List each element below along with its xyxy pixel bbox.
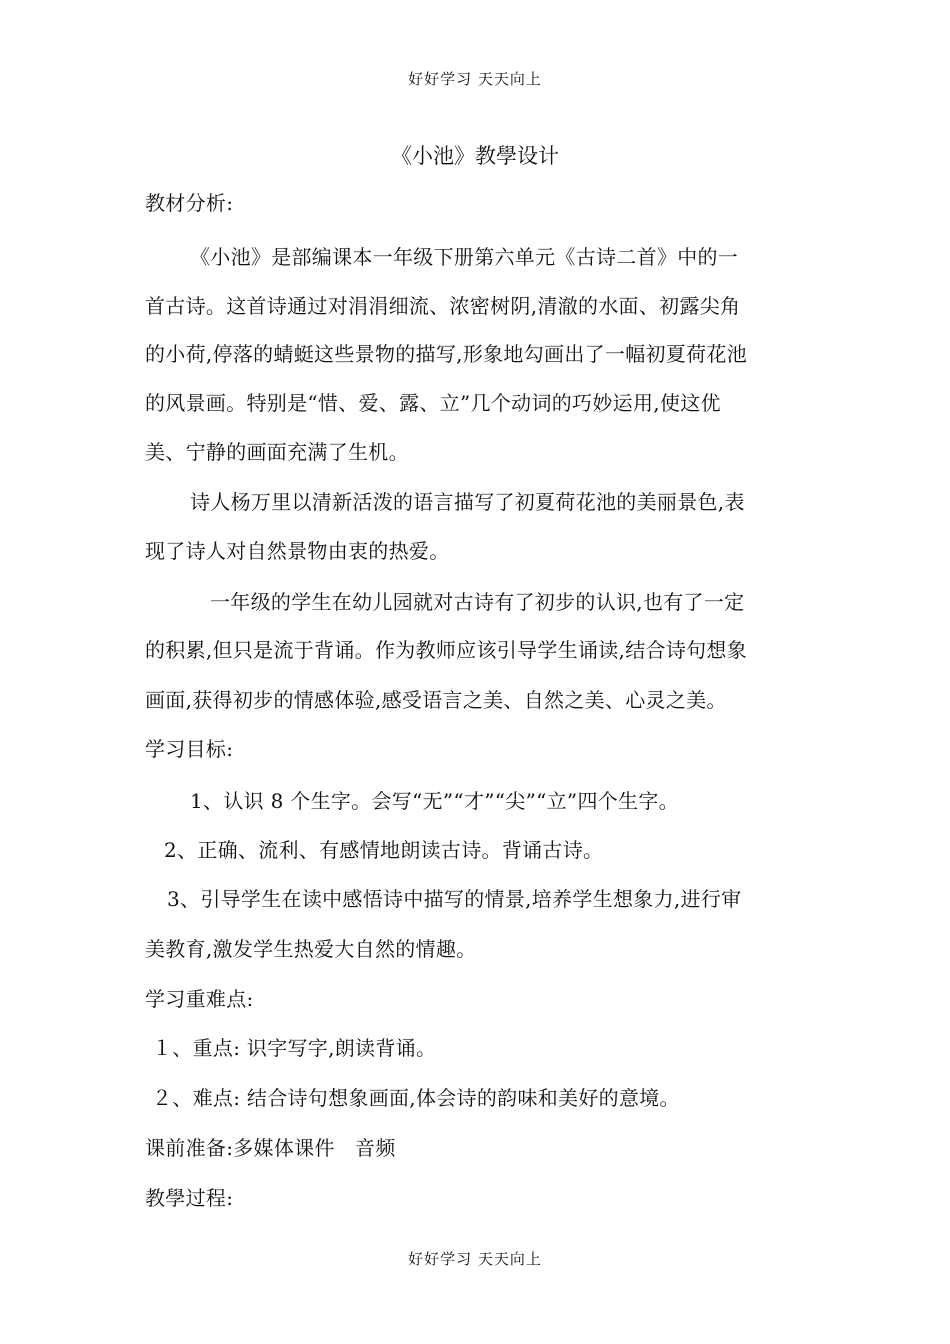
key-point-2: ２、难点: 结合诗句想象画面,体会诗的韵味和美好的意境。 xyxy=(152,1086,680,1110)
section-heading-process: 教學过程: xyxy=(145,1186,234,1210)
paragraph-line: 美教育,激发学生热爱大自然的情趣。 xyxy=(145,937,477,961)
goal-item-2: 2、正确、流利、有感情地朗读古诗。背诵古诗。 xyxy=(164,838,604,862)
section-heading-key-points: 学习重难点: xyxy=(145,987,254,1011)
paragraph-line: 诗人杨万里以清新活泼的语言描写了初夏荷花池的美丽景色,表 xyxy=(190,490,745,514)
paragraph-line: 现了诗人对自然景物由衷的热爱。 xyxy=(145,539,450,563)
paragraph-line: 的风景画。特别是“惜、爱、露、立”几个动词的巧妙运用,使这优 xyxy=(145,391,721,415)
paragraph-line: 的小荷,停落的蜻蜓这些景物的描写,形象地勾画出了一幅初夏荷花池 xyxy=(145,342,748,366)
paragraph-line: 的积累,但只是流于背诵。作为教师应该引导学生诵读,结合诗句想象 xyxy=(145,638,748,662)
page-footer: 好好学习 天天向上 xyxy=(408,1250,542,1268)
paragraph-line: 《小池》是部编课本一年级下册第六单元《古诗二首》中的一 xyxy=(190,245,739,269)
section-heading-goals: 学习目标: xyxy=(145,737,234,761)
section-heading-analysis: 教材分析: xyxy=(145,191,234,215)
paragraph-line: 一年级的学生在幼儿园就对古诗有了初步的认识,也有了一定 xyxy=(210,590,745,614)
paragraph-line: 画面,获得初步的情感体验,感受语言之美、自然之美、心灵之美。 xyxy=(145,688,727,712)
paragraph-line: 首古诗。这首诗通过对涓涓细流、浓密树阴,清澈的水面、初露尖角 xyxy=(145,294,741,318)
goal-item-3: 3、引导学生在读中感悟诗中描写的情景,培养学生想象力,进行审 xyxy=(167,887,742,911)
paragraph-line: 美、宁静的画面充满了生机。 xyxy=(145,440,409,464)
preparation-line: 课前准备:多媒体课件 音频 xyxy=(145,1136,396,1160)
document-title: 《小池》教學设计 xyxy=(391,144,559,168)
page-header: 好好学习 天天向上 xyxy=(408,70,542,88)
goal-item-1: 1、认识 8 个生字。会写“无”“才”“尖”“立”四个生字。 xyxy=(190,789,679,813)
key-point-1: １、重点: 识字写字,朗读背诵。 xyxy=(152,1036,437,1060)
